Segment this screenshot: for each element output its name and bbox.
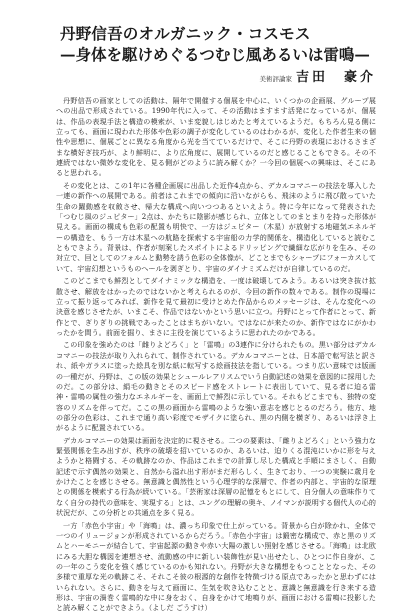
author-role: 美術評論家	[259, 75, 292, 83]
paragraph: その変化とは、この1年に各種企画展に出品した近作4点から、デカルコマニーの技法を導入した一連の新作への展開である。前者はこれまでの傾向に沿いながらも、飛沫のように飛び散っていた生命の躍動感を収斂させ、帰大な構成へ向いつつあるといえよう。特に今年になって発表された「つむじ風のジュピター」2点は、かたちに陰影が感じられ、立体としてのまとまりを持った形体が見える。画面の構成も色彩の配置も明快で、一方はジュピター（木星）が放射する地磁気エネルギーの構造を、もう一方は木星への航路を探索する宇宙船の力学的関係を、構造化していると読むこともできよう。背景は、作者が刻案したスポイトによるドリッピングで繊細な広がりを生み、その対立で、回としてのフォルムと動勢を誘う色彩の全体像が、どことまでもシャープにフォーカスしていて、宇宙幻想というものへールを剥ぎとり、宇宙のダイナミズムだけが自律しているのだ。	[56, 180, 376, 273]
paragraph: このどこまでも鮮烈としてダイナミックな構造を、一度は破壊してみよう。あるいは突き抜け拡散させ、解放をはかったのではないかと考えられるのが、今回の新作の数々である。制作の現場に立って振り返ってみれば、新作を見て最初に受けとめた作品からのメッセージは、そんな変化への決意を感じさせたが、いまこそ、作品ではないかという思いに立つ。丹野にとって作者にとって、新作とで、ぎりぎりの挑戦であったことはまちがいない。ではなにが来たのか、新作ではなにがかわったかを間う。前面を掘り、まさに主役を演じているように思われたのかである。	[56, 276, 376, 337]
paragraph: この印象を強めたのは「雌りよどろく」と「雷鳴」の3連作に分けられたもの。黒い部分はデカルコマニーの技法が取り入れられて、制作されている。デカルコマニーとは、日本語で転写法と訳され、紙やガラスに塗った絵具を別な紙に転写する絵画技法を指している。つまり広い意味では版画の一種だが、丹野は、この版の効果とシュールレアリスムでいう自動記述の効果を意図的に採用したのだ。この部分は、絹毛の動きとそのスピード感をストレートに表出していて、見る者に迫る雷神・雷鳴の属性の強力なエネルギーを、画面上で鮮烈に示している。それもどこまでも、独特の変容のリズムを伴ってだ。ここの黒の画面から雷鳴のような強い意志を感じとるのだろう。他方、地の部分の色彩は、これまで通り高い彩度でモザイクに塗られ、黒の内側を横ぎり、あるいは浮き上がるように配置されている。	[56, 340, 376, 433]
paragraph: デカルコマニーの効果は画面を決定的に視させる。二つの要素は、「雌りよどろく」という強力な緊張関係を生み出すが、秩序の破壊を招いているのか、あるいは、迫りくる混沌にいかに形を与えようかと格闘する、その軌跡なのか、作品はこれまでの計算し尽した構成と手順にまさしく、自動記述で示す偶然の効果と、自然から溢れ出す形がまだ形らしく、生きており、一つの実験に歳月をかけたことを感じさせる。無意識と偶然性という心理学的な深層で、作者の内部と、宇宙的な原理との関係を模索する行為が続いている。「芸術家は深層の記憶をもとにして、自分個人の意味作りてなく自分の持代の意味を、実現する」とは、ユングの理解の奥キ、ノイマンが説明する個代人の心的状況だが、この分析との共通点を多く見る。	[56, 435, 376, 518]
article-title: 丹野信吾のオルガニック・コスモス	[60, 24, 311, 43]
author-name: 吉田 豪介	[295, 70, 376, 85]
paragraph: 丹野信吾の画家としての活動は、隔年で開催する個展を中心に、いくつかの企画展、グループ展への出品で形成されている。1990年代に入って、その活動はますます活発になっているが、個展は、作品の表現手法と構造の模索が、いま変貌しはじめたと考えているようだ。もちろん見る側に立っても、画面に現われた形体や色彩の調子が変化しているのはわかるが、変化した作者生来の個性や思想に、個展ごとに異なる角度から光を当てているだけで、そこに丹野の表現におけるさまざまな横好ぎ技巧が、より鮮明に、より広角度に、展開しているのだと感じることもできる。その不連続ではない微妙な変化を、見る側がどのように読み解くか？一今回の個展への興味は、そこにあると思われる。	[56, 96, 376, 178]
author-line	[259, 66, 376, 85]
paragraph: 一方「赤色小宇宙」や「海鳴」は、濃っち印象で仕上がっている。背景から白が除かれ、全体で一つのイリュージョンが形成されているからだろう。「赤色小宇宙」は鍛密な構成で、赤と黒のリズムとハーモニーが結合して、宇宙起源の動きや赤い大陽の激しい照射を感じさせる。「海鳴」は北欧にみる大胆な構図を連想させ、流動感の中に新しい装飾性が見い出せたし、ひとつに作自身が、この一年のこう変化を強く感じているのかも知れない。丹野が大きな構想をもつこととなった、その多様で重厚な光の軌跡こそ、それこそ彼の根源的な創作を特徴づける原点であったかと思わずにはいられない。さらに、動きを与えて画面に、生気を吹き込むことと、意識と無意識を行き来する造形は、宇宙の渦巻く雷鳴的な中に身をおく、自身をかけて地鳴りが、画面における雷鳴に投影したと読み解くことができよう。（よしだ ごうすけ）	[56, 520, 376, 613]
article-subtitle: —身体を駆けめぐるつむじ風あるいは雷鳴—	[60, 45, 370, 64]
article-body	[56, 96, 376, 613]
